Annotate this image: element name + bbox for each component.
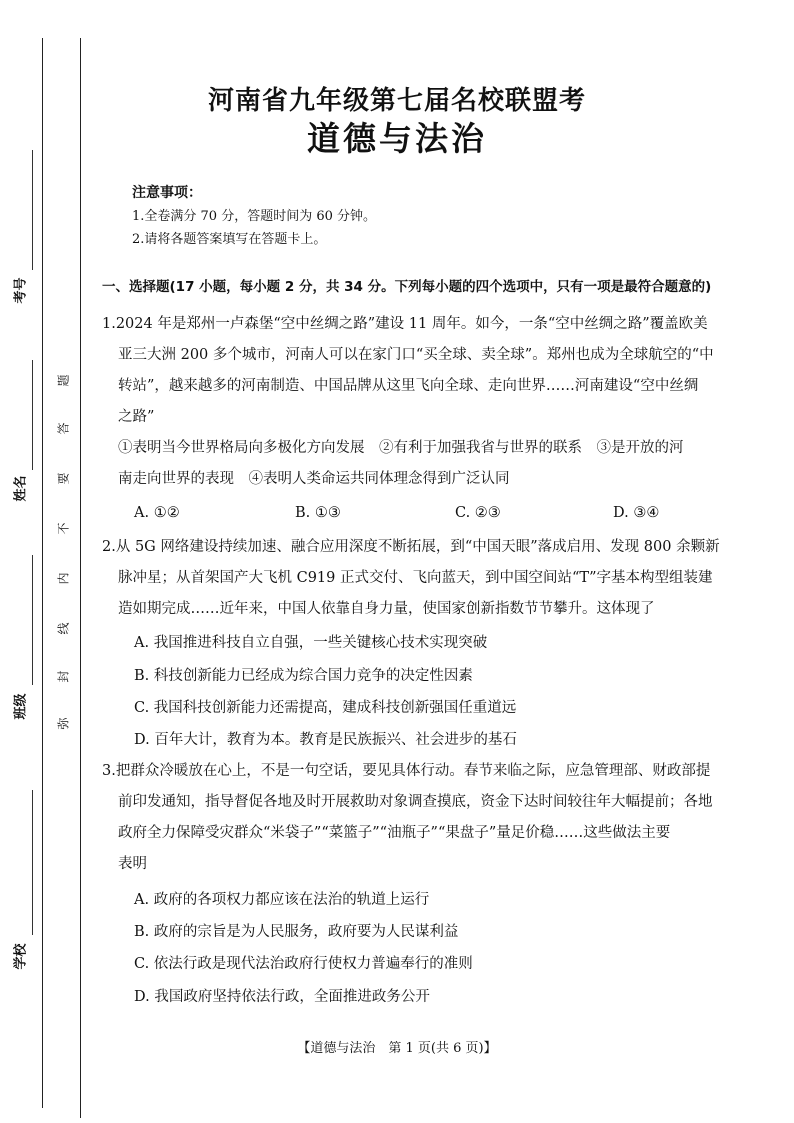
question-line: 表明 — [118, 856, 147, 872]
question-line: 南走向世界的表现 ④表明人类命运共同体理念得到广泛认同 — [118, 471, 510, 487]
question-line: 2.从 5G 网络建设持续加速、融合应用深度不断拓展，到“中国天眼”落成启用、发现 800 余颗新 — [102, 539, 720, 555]
option-c: C. 依法行政是现代法治政府行使权力普遍奉行的准则 — [134, 956, 473, 972]
section-heading: 一、选择题(17 小题，每小题 2 分，共 34 分。下列每小题的四个选项中，只有一项是最符合题意的) — [102, 279, 712, 295]
question-line: 之路” — [118, 409, 155, 425]
notes-item: 2.请将各题答案填写在答题卡上。 — [132, 232, 327, 247]
question-3 — [102, 756, 764, 880]
notes-heading: 注意事项： — [132, 185, 202, 201]
option-c: C. ②③ — [455, 505, 501, 521]
question-1 — [102, 309, 764, 495]
seal-char: 线 — [56, 622, 71, 635]
question-line: 政府全力保障受灾群众“米袋子”“菜篮子”“油瓶子”“果盘子”量足价稳……这些做法主要 — [118, 825, 671, 841]
option-d: D. ③④ — [613, 505, 660, 521]
binding-line-inner — [80, 38, 81, 1118]
exam-number-label: 考号 — [13, 277, 29, 304]
option-c: C. 我国科技创新能力还需提高，建成科技创新强国任重道远 — [134, 700, 517, 716]
school-blank — [32, 790, 33, 935]
option-a: A. 政府的各项权力都应该在法治的轨道上运行 — [134, 892, 430, 908]
subject-title: 道德与法治 — [307, 119, 487, 158]
class-label: 班级 — [13, 693, 29, 720]
option-d: D. 我国政府坚持依法行政，全面推进政务公开 — [134, 989, 430, 1005]
question-line: 亚三大洲 200 多个城市，河南人可以在家门口“买全球、卖全球”。郑州也成为全球航空的“中 — [118, 347, 714, 363]
question-line: 1.2024 年是郑州一卢森堡“空中丝绸之路”建设 11 周年。如今，一条“空中丝绸之路”覆盖欧美 — [102, 316, 708, 332]
question-line: 脉冲星；从首架国产大飞机 C919 正式交付、飞向蓝天，到中国空间站“T”字基本构型组装建 — [118, 570, 713, 586]
option-b: B. 政府的宗旨是为人民服务，政府要为人民谋利益 — [134, 924, 459, 940]
seal-char: 封 — [56, 670, 71, 683]
question-line: 转站”，越来越多的河南制造、中国品牌从这里飞向全球、走向世界……河南建设“空中丝绸 — [118, 378, 699, 394]
seal-char: 不 — [56, 522, 71, 535]
option-b: B. ①③ — [295, 505, 341, 521]
class-blank — [32, 555, 33, 685]
option-a: A. ①② — [134, 505, 180, 521]
question-line: 前印发通知，指导督促各地及时开展救助对象调查摸底，资金下达时间较往年大幅提前；各地 — [118, 794, 713, 810]
option-d: D. 百年大计，教育为本。教育是民族振兴、社会进步的基石 — [134, 732, 517, 748]
question-line: ①表明当今世界格局向多极化方向发展 ②有利于加强我省与世界的联系 ③是开放的河 — [118, 440, 684, 456]
binding-line-outer — [42, 38, 43, 1108]
question-2 — [102, 532, 764, 625]
page-footer: 【道德与法治 第 1 页(共 6 页)】 — [297, 1041, 497, 1056]
notes-item: 1.全卷满分 70 分，答题时间为 60 分钟。 — [132, 209, 377, 224]
seal-char: 答 — [56, 422, 71, 435]
question-line: 造如期完成……近年来，中国人依靠自身力量，使国家创新指数节节攀升。这体现了 — [118, 601, 655, 617]
name-label: 姓名 — [13, 475, 29, 502]
question-line: 3.把群众冷暖放在心上，不是一句空话，要见具体行动。春节来临之际，应急管理部、财政部提 — [102, 763, 711, 779]
seal-char: 弥 — [56, 717, 71, 730]
school-label: 学校 — [13, 943, 29, 970]
exam-notes — [132, 182, 376, 251]
option-a: A. 我国推进科技自立自强，一些关键核心技术实现突破 — [134, 635, 488, 651]
name-blank — [32, 360, 33, 470]
exam-title: 河南省九年级第七届名校联盟考 — [207, 86, 586, 116]
exam-number-blank — [32, 150, 33, 270]
seal-char: 内 — [56, 572, 71, 585]
seal-char: 要 — [56, 472, 71, 485]
option-b: B. 科技创新能力已经成为综合国力竞争的决定性因素 — [134, 668, 473, 684]
seal-char: 题 — [56, 374, 71, 387]
